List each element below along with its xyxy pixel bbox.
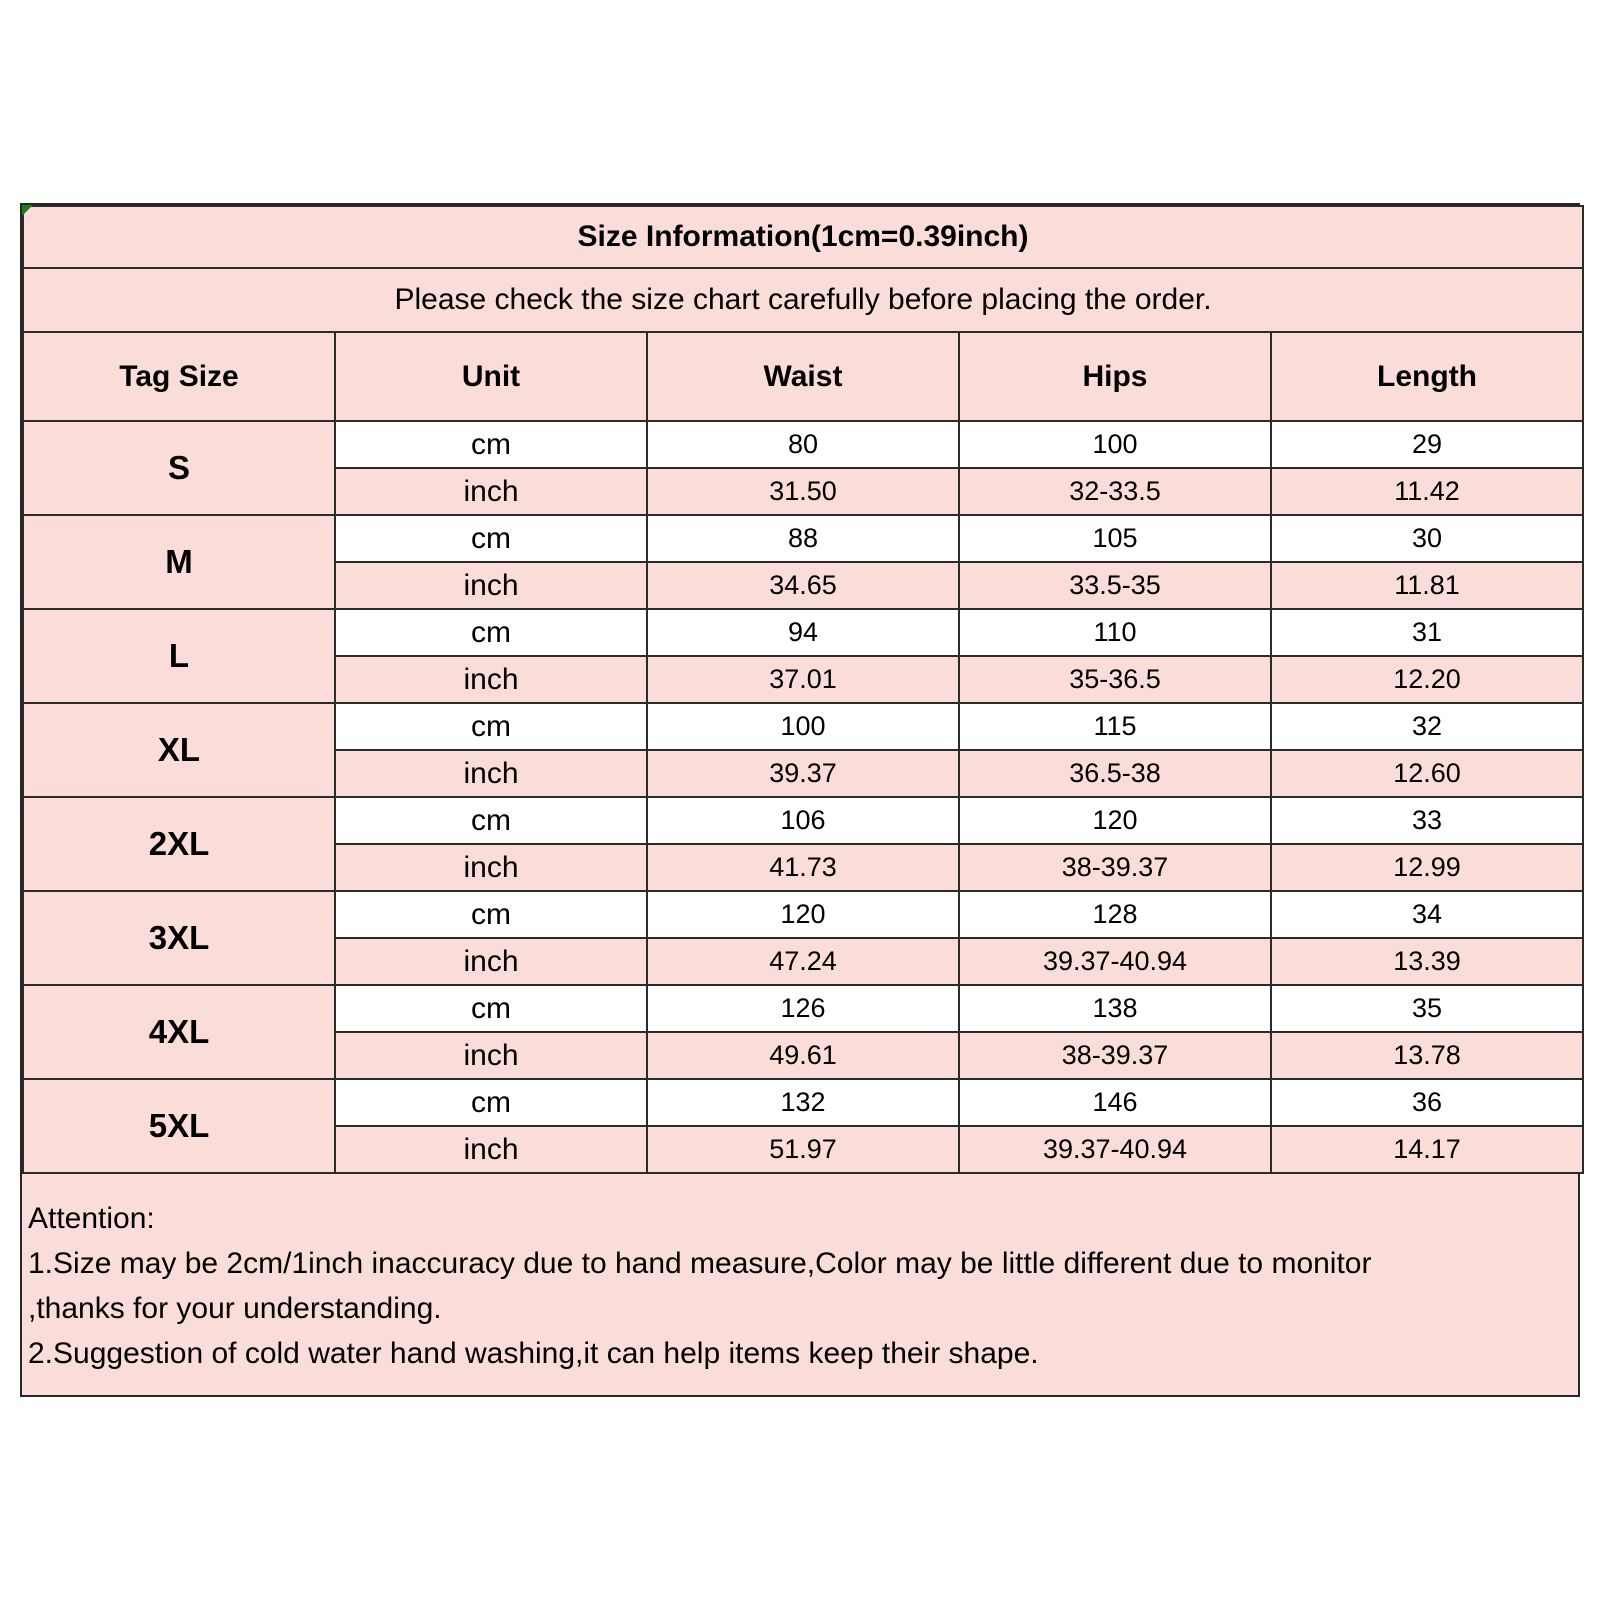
page-title: Size Information(1cm=0.39inch) [23,206,1583,268]
waist-cell: 120 [647,891,959,938]
hips-cell: 39.37-40.94 [959,1126,1271,1173]
column-header-tag-size: Tag Size [23,332,335,421]
tag-size-cell: L [23,609,335,703]
green-corner-marker-icon [22,205,33,216]
unit-cell: cm [335,421,647,468]
attention-heading: Attention: [28,1202,155,1235]
waist-cell: 88 [647,515,959,562]
length-cell: 31 [1271,609,1583,656]
length-cell: 35 [1271,985,1583,1032]
unit-cell: inch [335,562,647,609]
unit-cell: cm [335,609,647,656]
unit-cell: cm [335,891,647,938]
waist-cell: 51.97 [647,1126,959,1173]
waist-cell: 132 [647,1079,959,1126]
column-header-unit: Unit [335,332,647,421]
waist-cell: 31.50 [647,468,959,515]
hips-cell: 146 [959,1079,1271,1126]
tag-size-cell: S [23,421,335,515]
hips-cell: 33.5-35 [959,562,1271,609]
unit-cell: inch [335,938,647,985]
length-cell: 33 [1271,797,1583,844]
unit-cell: cm [335,703,647,750]
hips-cell: 120 [959,797,1271,844]
unit-cell: inch [335,468,647,515]
table-row-l-cm [23,609,1583,656]
tag-size-cell: 2XL [23,797,335,891]
table-row-3xl-cm [23,891,1583,938]
waist-cell: 41.73 [647,844,959,891]
unit-cell: cm [335,985,647,1032]
column-header-hips: Hips [959,332,1271,421]
length-cell: 12.99 [1271,844,1583,891]
attention-line: ,thanks for your understanding. [28,1292,442,1325]
hips-cell: 38-39.37 [959,1032,1271,1079]
waist-cell: 34.65 [647,562,959,609]
size-table [22,205,1584,1174]
table-row-xl-cm [23,703,1583,750]
waist-cell: 37.01 [647,656,959,703]
column-header-length: Length [1271,332,1583,421]
hips-cell: 100 [959,421,1271,468]
page-subtitle: Please check the size chart carefully before placing the order. [23,268,1583,332]
waist-cell: 126 [647,985,959,1032]
length-cell: 36 [1271,1079,1583,1126]
hips-cell: 39.37-40.94 [959,938,1271,985]
length-cell: 12.20 [1271,656,1583,703]
length-cell: 11.42 [1271,468,1583,515]
attention-line: 1.Size may be 2cm/1inch inaccuracy due to hand measure,Color may be little different due to monitor [28,1247,1372,1280]
table-row-5xl-cm [23,1079,1583,1126]
hips-cell: 36.5-38 [959,750,1271,797]
table-row-4xl-cm [23,985,1583,1032]
unit-cell: inch [335,656,647,703]
tag-size-cell: 5XL [23,1079,335,1173]
waist-cell: 49.61 [647,1032,959,1079]
hips-cell: 105 [959,515,1271,562]
hips-cell: 128 [959,891,1271,938]
subtitle-row [23,268,1583,332]
unit-cell: cm [335,797,647,844]
waist-cell: 100 [647,703,959,750]
waist-cell: 39.37 [647,750,959,797]
unit-cell: inch [335,750,647,797]
unit-cell: cm [335,1079,647,1126]
title-row [23,206,1583,268]
table-row-s-cm [23,421,1583,468]
length-cell: 32 [1271,703,1583,750]
tag-size-cell: 4XL [23,985,335,1079]
length-cell: 11.81 [1271,562,1583,609]
tag-size-cell: M [23,515,335,609]
unit-cell: inch [335,1032,647,1079]
attention-line: 2.Suggestion of cold water hand washing,it can help items keep their shape. [28,1337,1039,1370]
hips-cell: 35-36.5 [959,656,1271,703]
tag-size-cell: XL [23,703,335,797]
waist-cell: 94 [647,609,959,656]
hips-cell: 138 [959,985,1271,1032]
length-cell: 14.17 [1271,1126,1583,1173]
hips-cell: 110 [959,609,1271,656]
waist-cell: 47.24 [647,938,959,985]
column-header-row [23,332,1583,421]
waist-cell: 106 [647,797,959,844]
unit-cell: inch [335,844,647,891]
column-header-waist: Waist [647,332,959,421]
length-cell: 13.78 [1271,1032,1583,1079]
hips-cell: 38-39.37 [959,844,1271,891]
hips-cell: 32-33.5 [959,468,1271,515]
length-cell: 13.39 [1271,938,1583,985]
hips-cell: 115 [959,703,1271,750]
table-row-m-cm [23,515,1583,562]
length-cell: 12.60 [1271,750,1583,797]
table-row-2xl-cm [23,797,1583,844]
attention-section [22,1174,1578,1386]
length-cell: 30 [1271,515,1583,562]
unit-cell: cm [335,515,647,562]
waist-cell: 80 [647,421,959,468]
length-cell: 34 [1271,891,1583,938]
tag-size-cell: 3XL [23,891,335,985]
size-chart-panel [20,203,1580,1397]
unit-cell: inch [335,1126,647,1173]
length-cell: 29 [1271,421,1583,468]
